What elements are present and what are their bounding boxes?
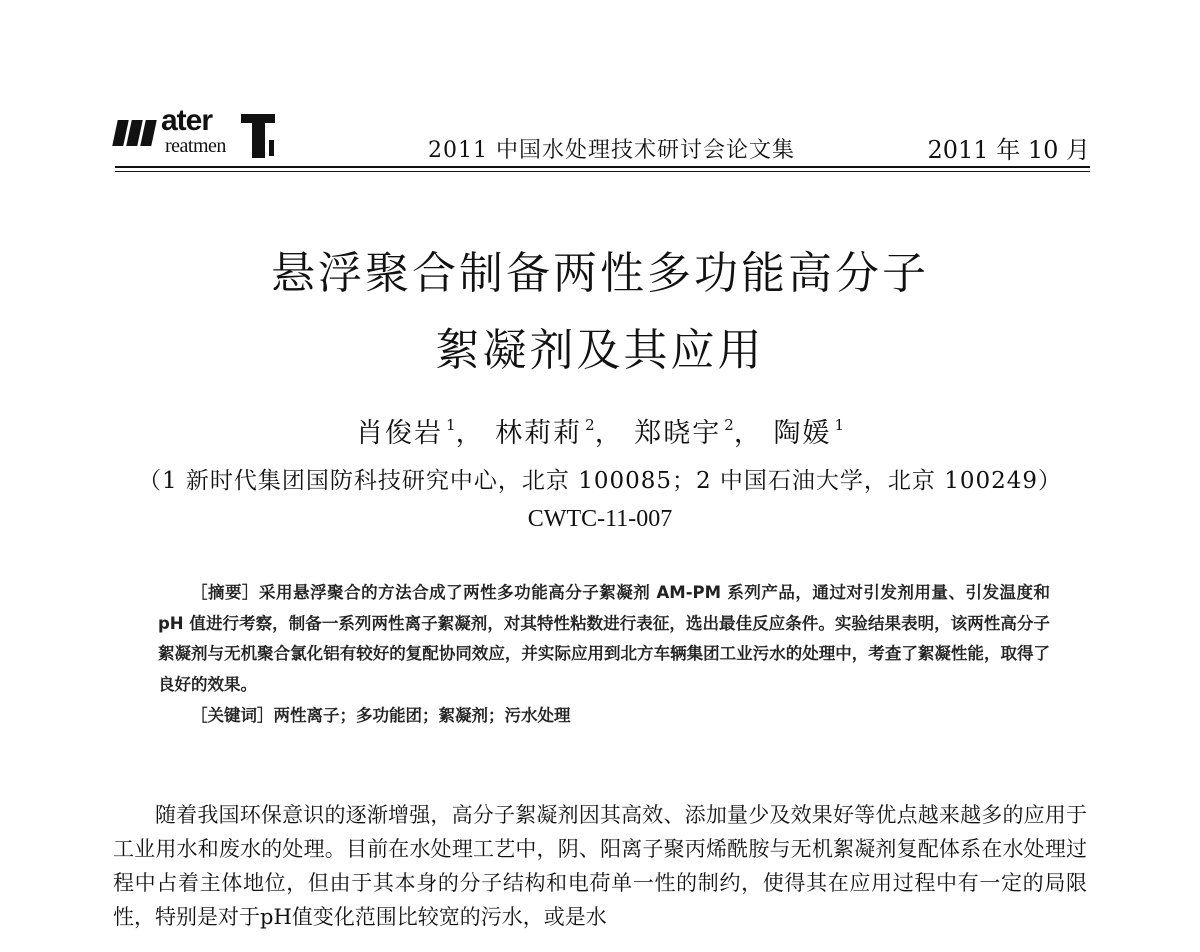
paper-id: CWTC-11-007 <box>527 506 673 532</box>
abstract-section <box>158 578 1050 732</box>
publication-date: 2011 年 10 月 <box>927 136 1090 164</box>
conference-title: 2011 中国水处理技术研讨会论文集 <box>428 138 795 163</box>
author-list <box>0 408 1200 451</box>
author-affiliation-mark: 2 <box>724 416 734 434</box>
author-separator: ， <box>455 418 485 449</box>
author-affiliation-mark: 1 <box>834 416 844 434</box>
water-treatment-logo <box>115 104 285 164</box>
body-section <box>113 798 1087 934</box>
keywords: ［关键词］两性离子；多功能团；絮凝剂；污水处理 <box>191 706 571 725</box>
page-header <box>115 100 1090 168</box>
author-separator: ， <box>594 418 624 449</box>
body-paragraph: 随着我国环保意识的逐渐增强，高分子絮凝剂因其高效、添加量少及效果好等优点越来越多的应用于工业用水和废水的处理。目前在水处理工艺中，阴、阳离子聚丙烯酰胺与无机絮凝剂复配体系在水处理过程中占着主体地位，但由于其本身的分子结构和电荷单一性的制约，使得其在应用过程中有一定的局限性，特别是对于pH值变化范围比较宽的污水，或是水 <box>113 803 1087 929</box>
author-affiliations: （1 新时代集团国防科技研究中心，北京 100085；2 中国石油大学，北京 100249） <box>137 468 1063 494</box>
author-separator: ， <box>733 418 763 449</box>
author-name: 陶媛 <box>773 418 832 449</box>
logo-word-reatmen: reatmen <box>165 135 226 157</box>
header-rule-thin <box>115 171 1090 172</box>
author-name: 肖俊岩 <box>356 418 444 449</box>
logo-bars-icon <box>115 120 163 146</box>
paper-title-line-1: 悬浮聚合制备两性多功能高分子 <box>271 248 929 299</box>
author-affiliation-mark: 2 <box>585 416 595 434</box>
paper-title-line-2: 絮凝剂及其应用 <box>435 325 765 376</box>
author-name: 郑晓宇 <box>634 418 722 449</box>
logo-t-icon <box>241 114 275 158</box>
logo-word-ater: ater <box>161 104 213 137</box>
author-name: 林莉莉 <box>495 418 583 449</box>
abstract-text: ［摘要］采用悬浮聚合的方法合成了两性多功能高分子絮凝剂 AM-PM 系列产品，通过对引发剂用量、引发温度和 pH 值进行考察，制备一系列两性离子絮凝剂，对其特性粘数进行表征，选出最佳反应条件。实验结果表明，该两性高分子絮凝剂与无机聚合氯化铝有较好的复配协同效应，并实际应用到北方车辆集团工业污水的处理中，考查了絮凝性能，取得了良好的效果。 <box>158 583 1050 694</box>
header-rule-thick <box>115 166 1090 168</box>
author-affiliation-mark: 1 <box>446 416 456 434</box>
